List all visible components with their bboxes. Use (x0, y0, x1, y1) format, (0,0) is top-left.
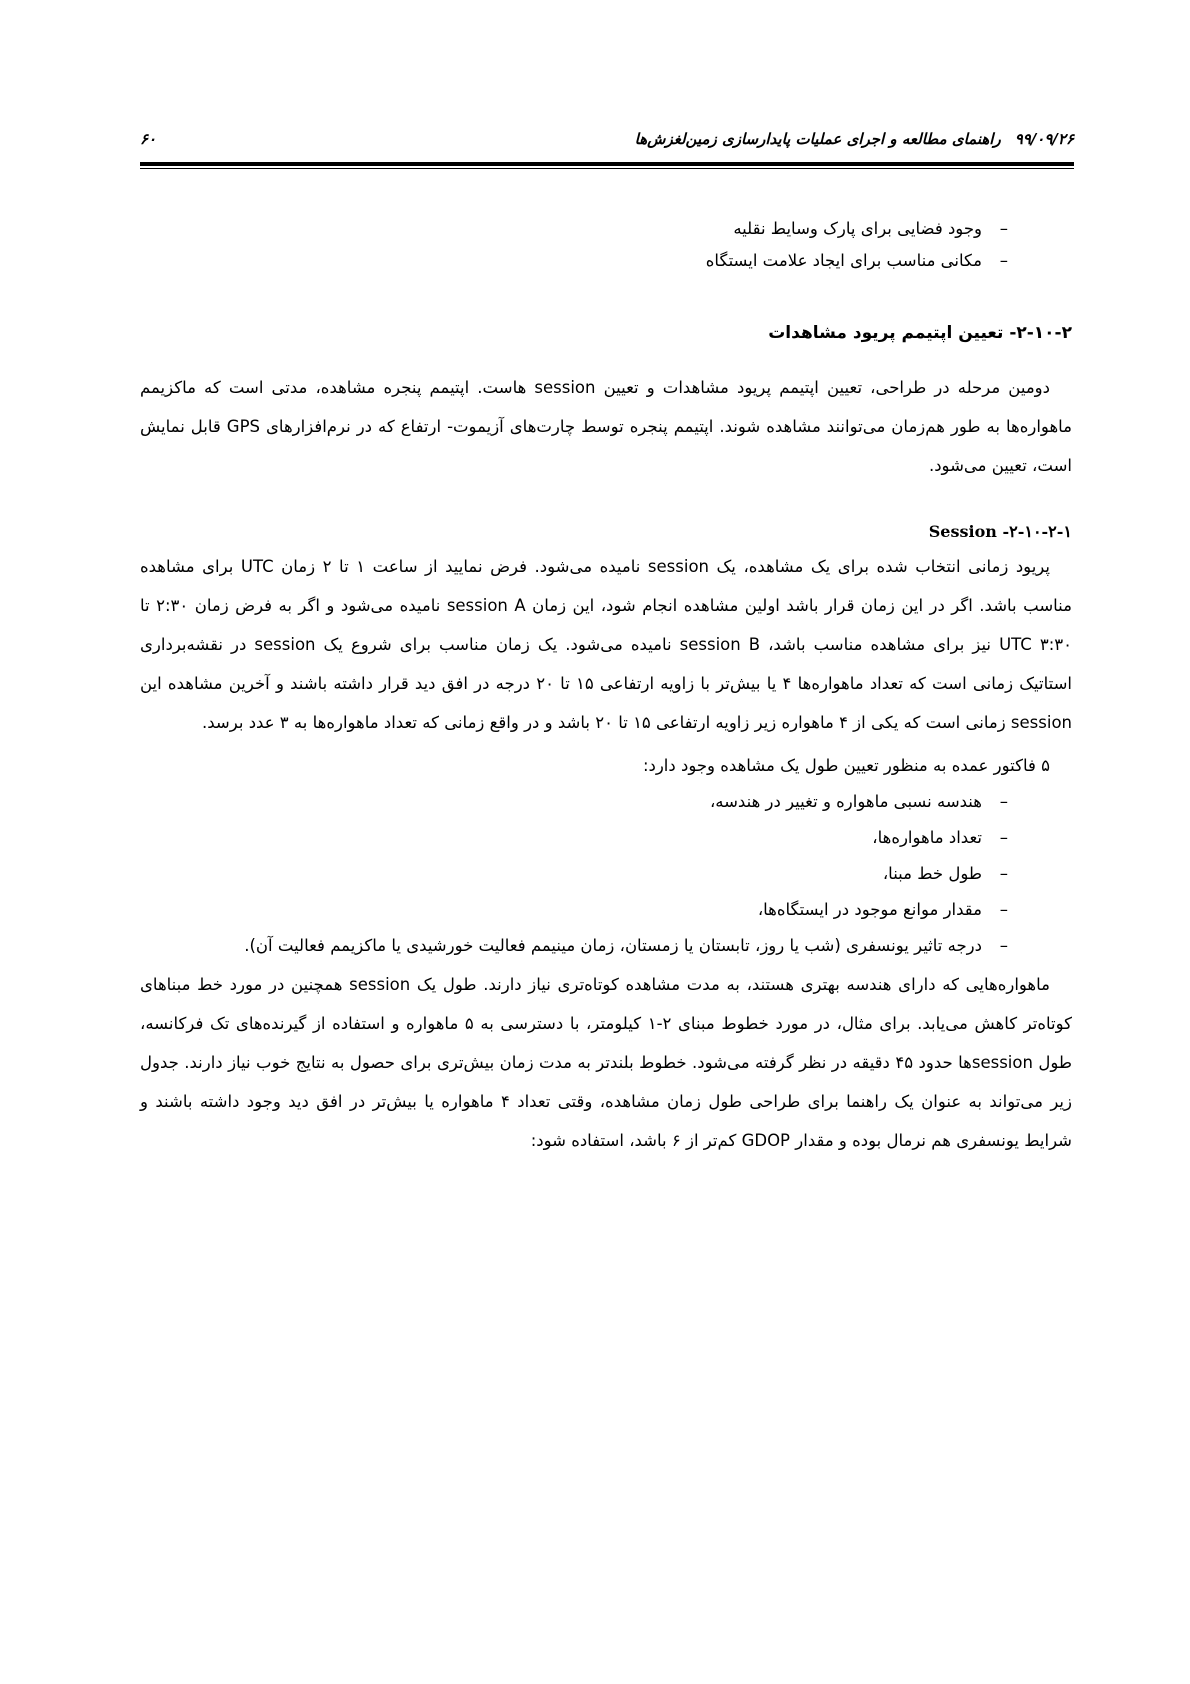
subsection-heading: ۲-۱۰-۲-۱- Session (928, 522, 1072, 541)
session-length-paragraph: ماهواره‌هایی که دارای هندسه بهتری هستند، به مدت مشاهده کوتاه‌تری نیاز دارند. طول یک session همچنین در مورد خط مبناهای کوتاه‌تر کاهش می‌یابد. برای مثال، در مورد خطوط مبنای ۲-۱ کیلومتر، با دسترسی به ۵ ماهواره و استفاده از گیرنده‌های تک فرکانسه، طول sessionها حدود ۴۵ دقیقه در نظر گرفته می‌شود. خطوط بلندتر به مدت زمان بیش‌تری برای حصول به نتایج خوب نیاز دارند. جدول زیر می‌تواند به عنوان یک راهنما برای طراحی طول زمان مشاهده، وقتی تعداد ۴ ماهواره یا بیش‌تر در افق دید وجود داشته باشند و شرایط یونسفری هم نرمال بوده و مقدار GDOP کم‌تر از ۶ باشد، استفاده شود: (140, 975, 1073, 1150)
list-item (140, 785, 1072, 821)
running-header-title (635, 130, 1074, 148)
factors-lead: ۵ فاکتور عمده به منظور تعیین طول یک مشاهده وجود دارد: (642, 756, 1050, 775)
list-item (140, 929, 1072, 965)
list-item-text: طول خط مبنا، (882, 864, 982, 883)
intro-list (140, 214, 1072, 278)
header-book-title: راهنمای مطالعه و اجرای عملیات پایدارسازی زمین‌لغزش‌ها (634, 130, 1001, 148)
dash-bullet: – (999, 936, 1008, 955)
list-item-text: وجود فضایی برای پارک وسایط نقلیه (733, 219, 982, 238)
dash-bullet: – (999, 792, 1008, 811)
list-item-text: درجه تاثیر یونسفری (شب یا روز، تابستان یا زمستان، زمان مینیمم فعالیت خورشیدی یا ماکزیمم فعالیت آن). (244, 936, 982, 955)
header-rule-thin (140, 168, 1074, 169)
section-paragraph: دومین مرحله در طراحی، تعیین اپتیمم پریود مشاهدات و تعیین session هاست. اپتیمم پنجره مشاهده، مدتی است که ماکزیمم ماهواره‌ها به طور هم‌زمان می‌توانند مشاهده شوند. اپتیمم پنجره توسط چارت‌های آزیموت- ارتفاع که در نرم‌افزارهای GPS قابل نمایش است، تعیین می‌شود. (140, 378, 1073, 475)
list-item (140, 857, 1072, 893)
header-rule-thick (140, 162, 1074, 166)
list-item (140, 893, 1072, 929)
dash-bullet: – (999, 251, 1008, 270)
page-number: ۶۰ (140, 130, 157, 148)
list-item-text: هندسه نسبی ماهواره و تغییر در هندسه، (709, 792, 982, 811)
header-date: ۹۹/۰۹/۲۶ (1014, 130, 1074, 148)
list-item-text: مقدار موانع موجود در ایستگاه‌ها، (757, 900, 982, 919)
dash-bullet: – (999, 219, 1008, 238)
list-item (140, 821, 1072, 857)
session-paragraph: پریود زمانی انتخاب شده برای یک مشاهده، یک session نامیده می‌شود. فرض نمایید از ساعت ۱ تا ۲ زمان UTC برای مشاهده مناسب باشد. اگر در این زمان قرار باشد اولین مشاهده انجام شود، این زمان session A نامیده می‌شود و اگر به فرض زمان ۲:۳۰ تا ۳:۳۰ UTC نیز برای مشاهده مناسب باشد، session B نامیده می‌شود. یک زمان مناسب برای شروع یک session در نقشه‌برداری استاتیک زمانی است که تعداد ماهواره‌ها ۴ یا بیش‌تر با زاویه ارتفاعی ۱۵ تا ۲۰ درجه در افق دید قرار داشته باشند و آخرین مشاهده این session زمانی است که یکی از ۴ ماهواره زیر زاویه ارتفاعی ۱۵ تا ۲۰ باشد و در واقع زمانی که تعداد ماهواره‌ها به ۳ عدد برسد. (140, 557, 1072, 732)
list-item (140, 246, 1072, 278)
dash-bullet: – (999, 864, 1008, 883)
page-body (140, 214, 1072, 1160)
dash-bullet: – (999, 828, 1008, 847)
list-item-text: تعداد ماهواره‌ها، (872, 828, 982, 847)
list-item-text: مکانی مناسب برای ایجاد علامت ایستگاه (705, 251, 982, 270)
factors-list (140, 785, 1072, 965)
list-item (140, 214, 1072, 246)
section-heading: ۲-۱۰-۲- تعیین اپتیمم پریود مشاهدات (768, 323, 1072, 343)
dash-bullet: – (999, 900, 1008, 919)
